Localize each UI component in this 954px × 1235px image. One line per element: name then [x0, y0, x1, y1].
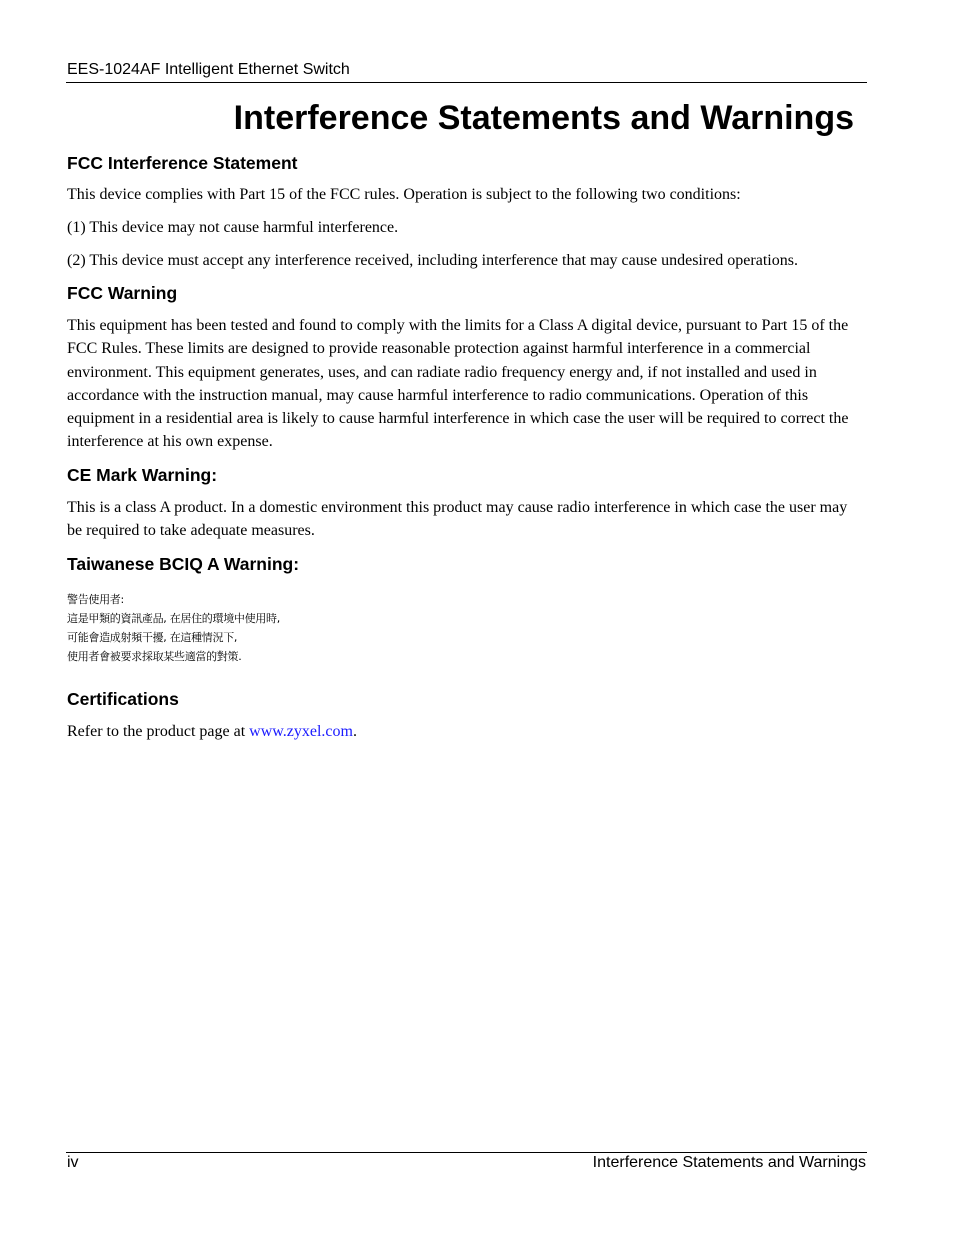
certifications-paragraph: [67, 720, 857, 743]
footer-section-title: Interference Statements and Warnings: [592, 1154, 866, 1171]
bciq-warning-text: [67, 590, 280, 666]
fcc-statement-paragraph-2: (1) This device may not cause harmful interference.: [67, 219, 399, 236]
page-number: iv: [67, 1154, 79, 1171]
bciq-line: 這是甲類的資訊產品, 在居住的環境中使用時,: [67, 612, 280, 625]
certifications-text: Refer to the product page at: [67, 723, 250, 740]
page-title: Interference Statements and Warnings: [233, 99, 854, 137]
fcc-warning-paragraph: This equipment has been tested and found to comply with the limits for a Class A digital device, pursuant to Part 15 of the FCC Rules. These limits are designed to provide reasonable protection against harmful interference in a commercial environment. This equipment generates, uses, and can radiate radio frequency energy and, if not installed and used in accordance with the instruction manual, may cause harmful interference to radio communications. Operation of this equipment in a residential area is likely to cause harmful interference in which case the user will be required to correct the interference at his own expense.: [67, 317, 849, 451]
header-rule: [66, 82, 867, 83]
ce-mark-paragraph: This is a class A product. In a domestic environment this product may cause radio interference in which case the user may be required to take adequate measures.: [67, 499, 848, 540]
bciq-line: 使用者會被要求採取某些適當的對策.: [67, 650, 242, 663]
fcc-statement-heading: FCC Interference Statement: [67, 153, 298, 173]
fcc-statement-paragraph-1: This device complies with Part 15 of the FCC rules. Operation is subject to the following two conditions:: [67, 186, 741, 203]
certifications-heading: Certifications: [67, 689, 179, 709]
running-header: EES-1024AF Intelligent Ethernet Switch: [67, 61, 350, 78]
zyxel-website-link[interactable]: www.zyxel.com: [249, 723, 353, 740]
fcc-warning-heading: FCC Warning: [67, 283, 178, 303]
bciq-heading: Taiwanese BCIQ A Warning:: [67, 554, 300, 574]
certifications-period: .: [352, 723, 357, 740]
bciq-line: 警告使用者:: [67, 593, 124, 606]
ce-mark-heading: CE Mark Warning:: [67, 465, 218, 485]
fcc-statement-paragraph-3: (2) This device must accept any interference received, including interference that may cause undesired operations.: [67, 252, 798, 269]
bciq-line: 可能會造成射頻干擾, 在這種情況下,: [67, 631, 238, 644]
